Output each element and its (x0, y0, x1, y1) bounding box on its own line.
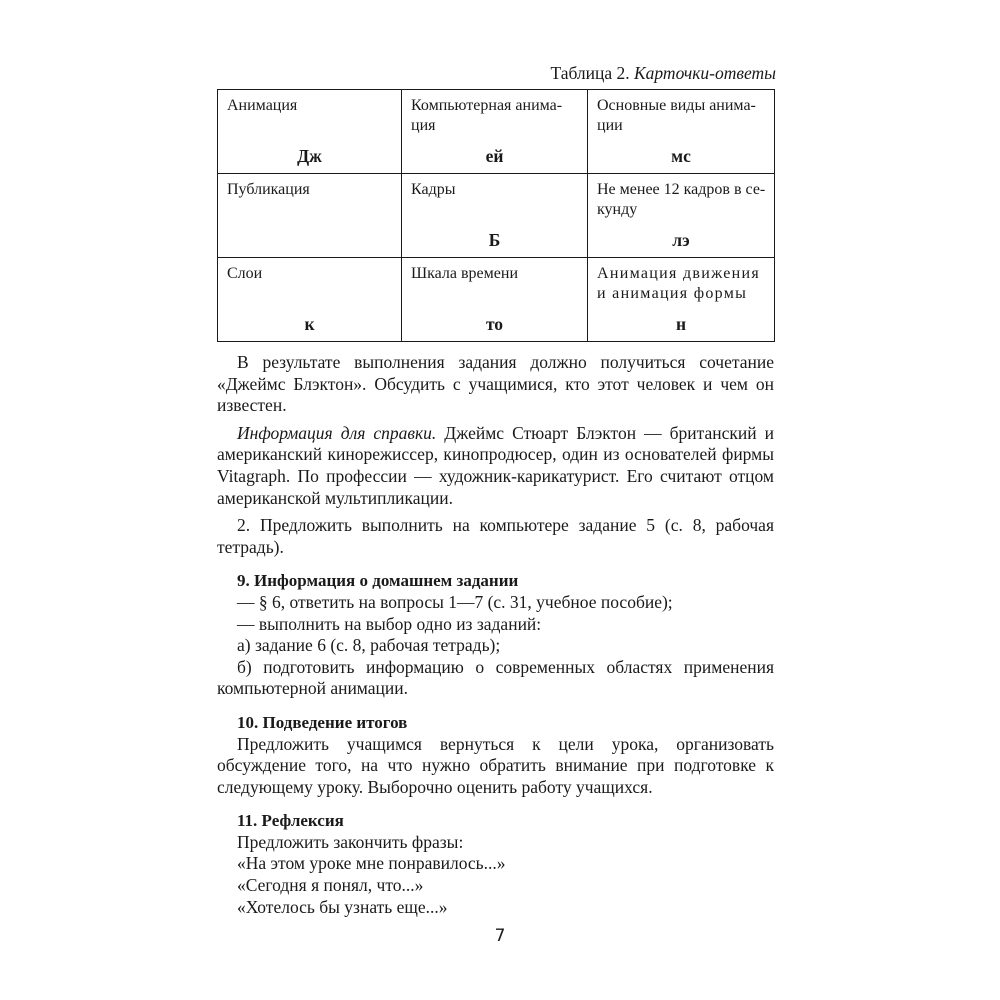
cell-code: ей (485, 146, 504, 166)
cell-code: к (304, 314, 315, 334)
cell-term: Кадры (411, 181, 456, 198)
list-item: «Сегодня я понял, что...» (237, 875, 424, 896)
list-item: «На этом уроке мне понравилось...» (237, 853, 506, 874)
section-heading-summary: 10. Подведение итогов (237, 712, 408, 732)
cell-term: Публикация (227, 181, 310, 198)
cell-code: н (675, 314, 687, 334)
table-cell (218, 258, 402, 342)
cell-code: Дж (297, 146, 322, 166)
list-item: — § 6, ответить на вопросы 1—7 (с. 31, учебное пособие); (237, 591, 673, 612)
table-caption (550, 62, 776, 84)
table-cell (588, 174, 775, 258)
table-cell (588, 258, 775, 342)
cell-term: Слои (227, 265, 263, 282)
paragraph: 2. Предложить выполнить на компьютере задание 5 (с. 8, рабочая тетрадь). (217, 515, 774, 557)
cell-code: мс (671, 146, 691, 166)
table-cell (402, 174, 588, 258)
table-cell (402, 258, 588, 342)
paragraph: В результате выполнения задания должно получиться сочетание «Джеймс Блэктон». Обсудить с учащимися, кто этот человек и чем он известен. (217, 352, 774, 416)
cell-term: Компьютерная анима-ция (411, 97, 563, 134)
table-caption-prefix: Таблица 2. (550, 63, 635, 83)
cell-term: Основные виды анима-ции (597, 97, 756, 134)
page-number: 7 (494, 926, 506, 946)
cell-code: лэ (672, 230, 690, 250)
table-row (218, 174, 775, 258)
answer-cards-table (217, 89, 775, 342)
paragraph: Предложить учащимся вернуться к цели урока, организовать обсуждение того, на что нужно обратить внимание при подготовке к следующему уроку. Выборочно оценить работу учащихся. (217, 733, 774, 797)
cell-code: Б (488, 230, 501, 250)
cell-term: Анимация движения и анимация формы (597, 265, 761, 302)
list-item: «Хотелось бы узнать еще...» (237, 896, 448, 917)
cell-term: Не менее 12 кадров в се-кунду (597, 181, 766, 218)
table-cell (218, 174, 402, 258)
list-item: б) подготовить информацию о современных областях применения компьютерной анимации. (217, 656, 774, 699)
reference-label: Информация для справки. (237, 422, 437, 443)
paragraph-reference (217, 423, 774, 509)
body-text (217, 352, 774, 918)
reference-text: Джеймс Стюарт Блэктон — британский и американский кинорежиссер, кинопродюсер, один из основателей фирмы Vitagraph. По профессии — художник-карикатурист. Его считают отцом американской мультипликации. (217, 422, 774, 508)
section-heading-reflection: 11. Рефлексия (237, 811, 344, 831)
list-item: Предложить закончить фразы: (237, 831, 464, 852)
cell-term: Анимация (227, 97, 298, 114)
table-cell (588, 90, 775, 174)
table-cell (402, 90, 588, 174)
list-item: — выполнить на выбор одно из заданий: (237, 613, 542, 634)
section-heading-homework: 9. Информация о домашнем задании (237, 571, 519, 591)
cell-term: Шкала времени (411, 265, 519, 282)
cell-code: то (485, 314, 504, 334)
table-row (218, 90, 775, 174)
table-cell (218, 90, 402, 174)
list-item: а) задание 6 (с. 8, рабочая тетрадь); (237, 635, 501, 656)
table-row (218, 258, 775, 342)
table-caption-title: Карточки-ответы (634, 63, 776, 83)
